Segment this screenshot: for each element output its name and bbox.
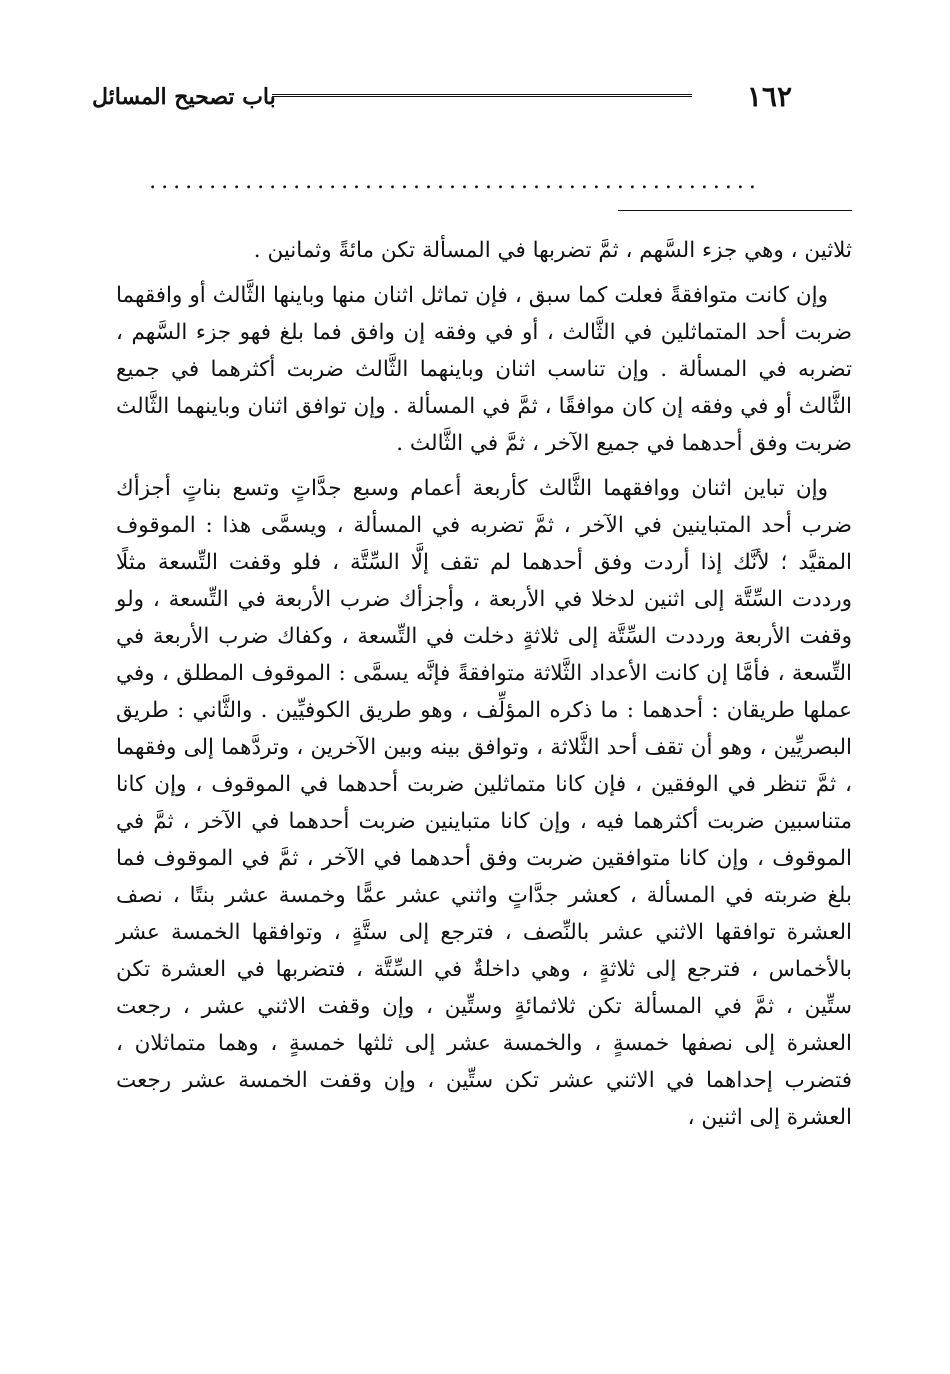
footnote-separator [618, 210, 852, 211]
page-number: ١٦٢ [746, 80, 792, 113]
page-header [92, 80, 792, 120]
body-text [116, 232, 852, 1144]
paragraph-1: ثلاثين ، وهي جزء السَّهم ، ثمَّ تضربها في المسألة تكن مائةً وثمانين . [253, 238, 852, 263]
omission-dots: ................................................... [149, 170, 761, 194]
header-rule [272, 94, 692, 101]
chapter-title: باب تصحيح المسائل [92, 84, 276, 110]
paragraph-3: وإن تباين اثنان ووافقهما الثَّالث كأربعة أعمام وسبع جدَّاتٍ وتسع بناتٍ أجزأك ضرب أحد المتباينين في الآخر ، ثمَّ تضربه في المسألة ، ويسمَّى هذا : الموقوف المقيَّد ؛ لأنَّك إذا أردت وفق أحدهما لم تقف إلَّا السِّتَّة ، فلو وقفت التِّسعة مثلًا ورددت السِّتَّة إلى اثنين لدخلا في الأربعة ، وأجزأك ضرب الأربعة في التِّسعة ، ولو وقفت الأربعة ورددت السِّتَّة إلى ثلاثةٍ دخلت في التِّسعة ، وكفاك ضرب الأربعة في التِّسعة ، فأمَّا إن كانت الأعداد الثَّلاثة متوافقةً فإنَّه يسمَّى : الموقوف المطلق ، وفي عملها طريقان : أحدهما : ما ذكره المؤلِّف ، وهو طريق الكوفيِّين . والثَّاني : طريق البصريِّين ، وهو أن تقف أحد الثَّلاثة ، وتوافق بينه وبين الآخرين ، وتردَّهما إلى وفقهما ، ثمَّ تنظر في الوفقين ، فإن كانا متماثلين ضربت أحدهما في الموقوف ، وإن كانا متناسبين ضربت أكثرهما فيه ، وإن كانا متباينين ضربت أحدهما في الآخر ، ثمَّ في الموقوف ، وإن كانا متوافقين ضربت وفق أحدهما في الآخر ، ثمَّ في الموقوف فما بلغ ضربته في المسألة ، كعشر جدَّاتٍ واثني عشر عمًّا وخمسة عشر بنتًا ، نصف العشرة توافقها الاثني عشر بالنِّصف ، فترجع إلى ستَّةٍ ، وتوافقها الخمسة عشر بالأخماس ، فترجع إلى ثلاثةٍ ، وهي داخلةٌ في السِّتَّة ، فتضربها في العشرة تكن ستِّين ، ثمَّ في المسألة تكن ثلاثمائةٍ وستِّين ، وإن وقفت الاثني عشر ، رجعت العشرة إلى نصفها خمسةٍ ، والخمسة عشر إلى ثلثها خمسةٍ ، وهما متماثلان ، فتضرب إحداهما في الاثني عشر تكن ستِّين ، وإن وقفت الخمسة عشر رجعت العشرة إلى اثنين ، [116, 476, 852, 1130]
paragraph-2: وإن كانت متوافقةً فعلت كما سبق ، فإن تماثل اثنان منها وباينها الثَّالث أو وافقهما ضربت أحد المتماثلين في الثَّالث ، أو في وفقه إن وافق فما بلغ فهو جزء السَّهم ، تضربه في المسألة . وإن تناسب اثنان وباينهما الثَّالث ضربت أكثرهما في جميع الثَّالث أو في وفقه إن كان موافقًا ، ثمَّ في المسألة . وإن توافق اثنان وباينهما الثَّالث ضربت وفق أحدهما في جميع الآخر ، ثمَّ في الثَّالث . [116, 283, 852, 456]
